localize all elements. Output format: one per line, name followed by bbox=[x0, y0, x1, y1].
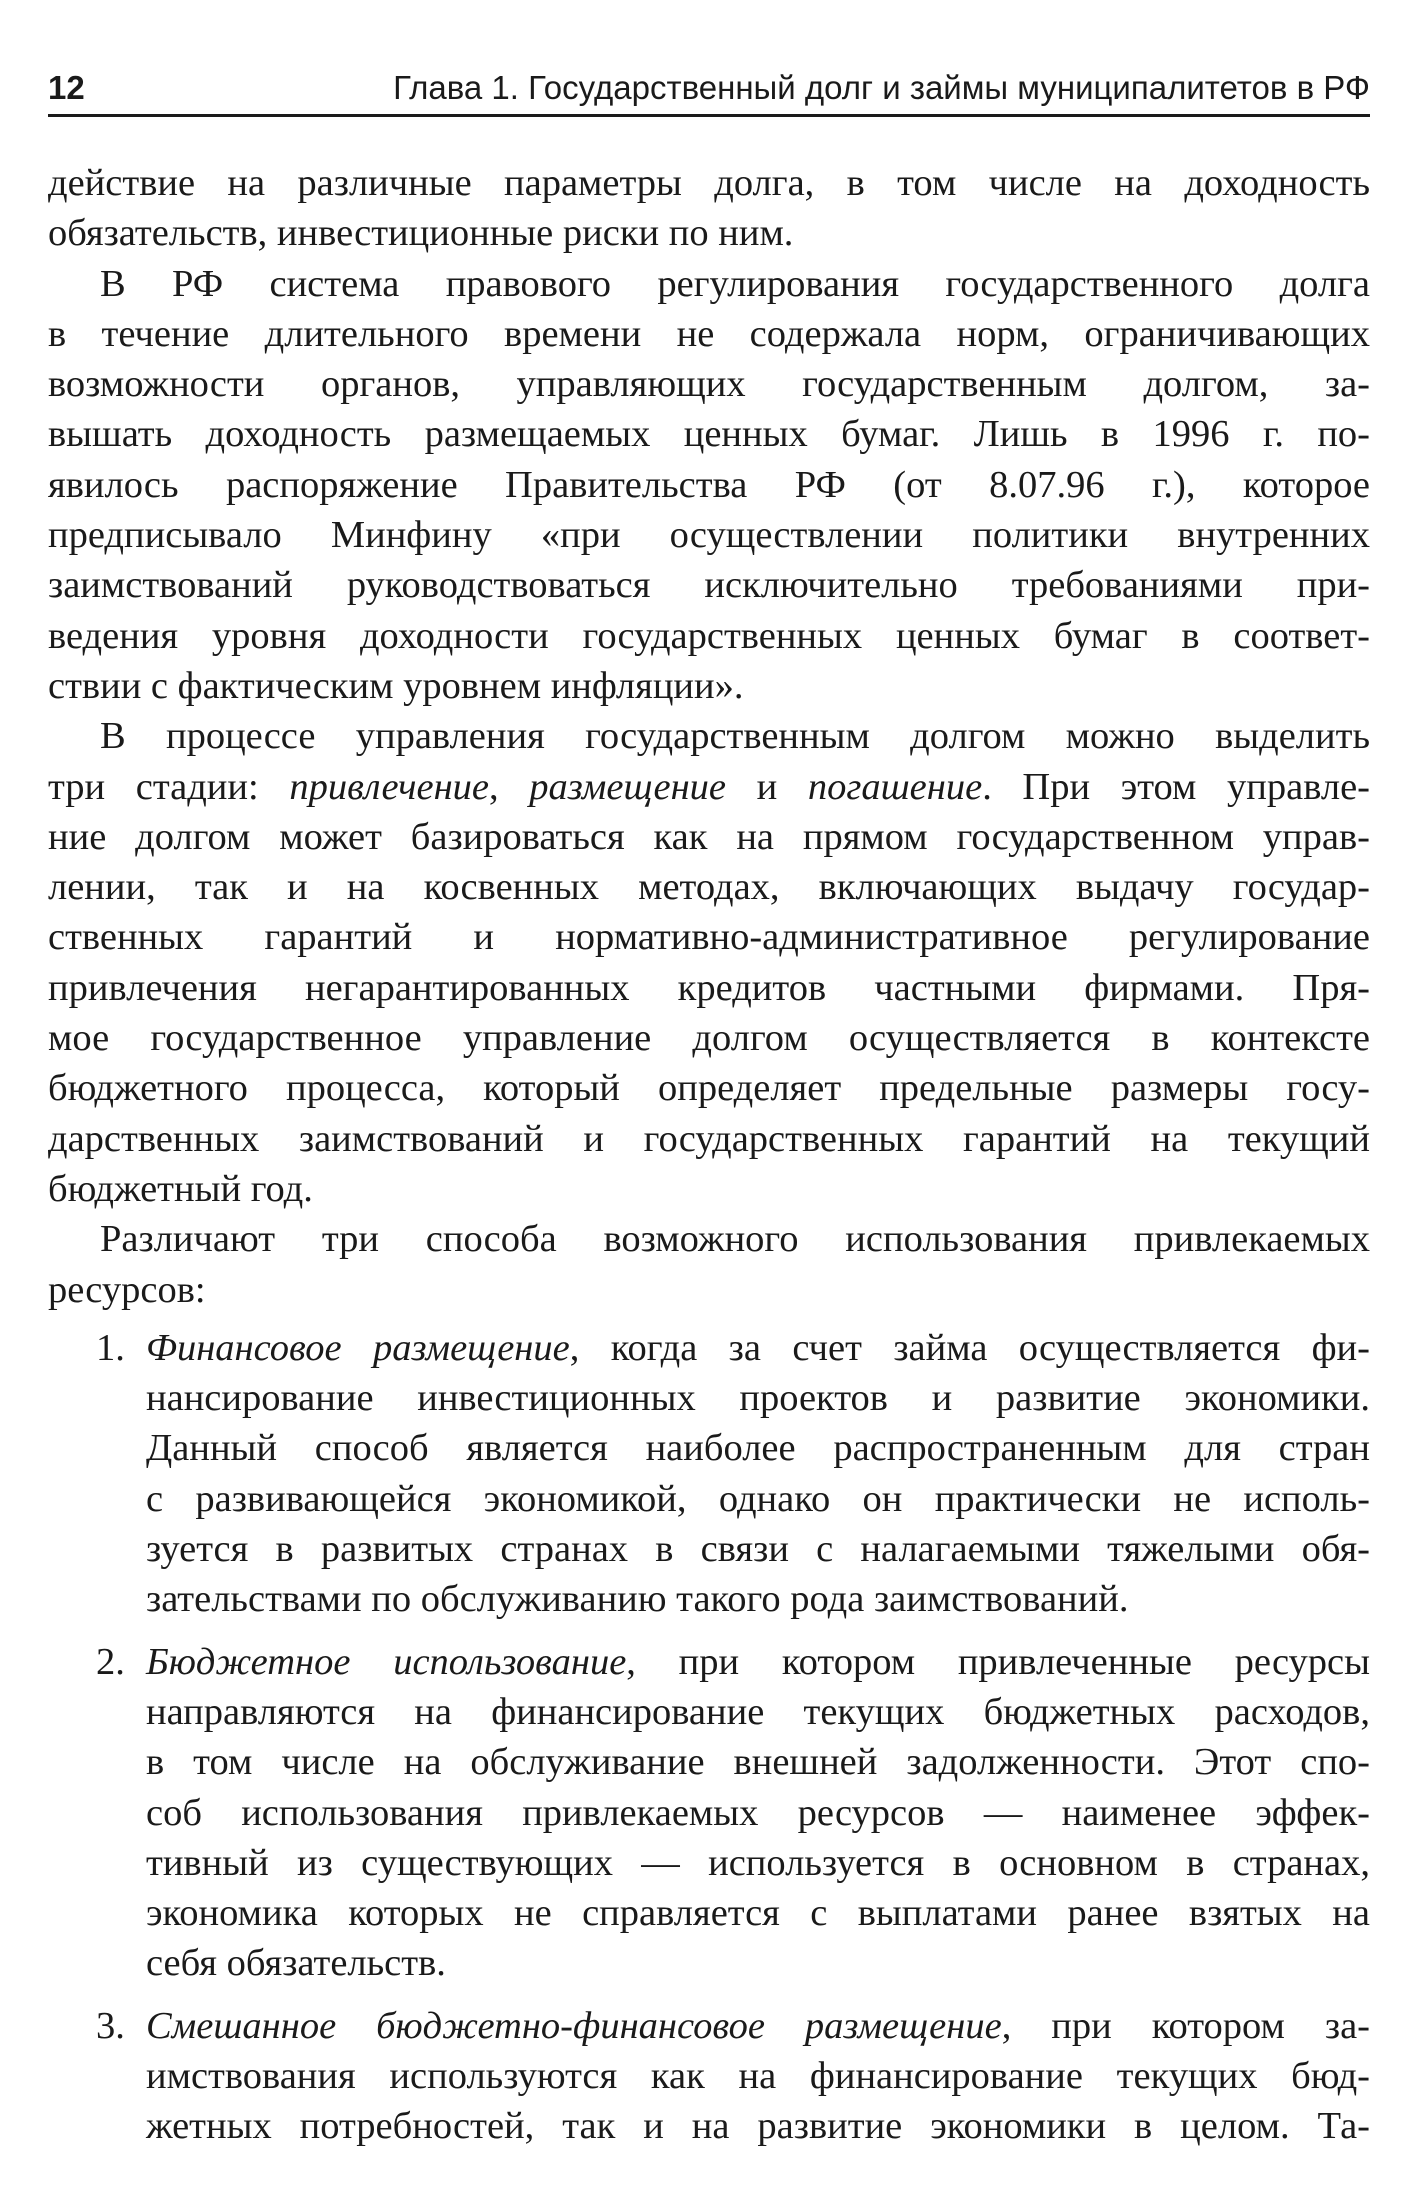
text-line: зательствами по обслуживанию такого рода заимствований. bbox=[146, 1578, 1129, 1621]
term-attraction: привлечение bbox=[289, 765, 490, 808]
text-line: мое государственное управление долгом осуществляется в контексте bbox=[48, 1017, 1370, 1060]
text-line: тивный из существующих — используется в основном в странах, bbox=[146, 1841, 1370, 1884]
text-line: Бюджетное использование, при котором привлеченные ресурсы bbox=[146, 1640, 1370, 1683]
list-term: Финансовое размещение bbox=[146, 1326, 570, 1369]
paragraph-1 bbox=[48, 158, 1370, 259]
text-line: Различают три способа возможного использования привлекаемых bbox=[100, 1218, 1370, 1261]
text-line: действие на различные параметры долга, в том числе на доходность bbox=[48, 162, 1370, 204]
list-item bbox=[48, 1323, 1370, 1625]
text-line: бюджетный год. bbox=[48, 1167, 313, 1210]
text-line: обязательств, инвестиционные риски по ним. bbox=[48, 212, 794, 255]
text-line: Финансовое размещение, когда за счет займа осуществляется фи- bbox=[146, 1326, 1370, 1369]
running-title: Глава 1. Государственный долг и займы муниципалитетов в РФ bbox=[393, 69, 1370, 106]
text-line: в том числе на обслуживание внешней задолженности. Этот спо- bbox=[146, 1741, 1370, 1784]
text-line: жетных потребностей, так и на развитие экономики в целом. Та- bbox=[146, 2105, 1370, 2148]
text-line: себя обязательств. bbox=[146, 1942, 446, 1985]
text-line: направляются на финансирование текущих бюджетных расходов, bbox=[146, 1690, 1370, 1733]
text-line: предписывало Минфину «при осуществлении политики внутренних bbox=[48, 514, 1370, 557]
text-line: возможности органов, управляющих государственным долгом, за- bbox=[48, 363, 1370, 406]
text-line: В процессе управления государственным долгом можно выделить bbox=[100, 715, 1370, 758]
text-line: зуется в развитых странах в связи с налагаемыми тяжелыми обя- bbox=[146, 1528, 1370, 1571]
list-number: 3. bbox=[96, 2004, 125, 2047]
list-term: Смешанное бюджетно-финансовое размещение bbox=[146, 2004, 1002, 2047]
text-line: три стадии: привлечение, размещение и погашение. При этом управле- bbox=[48, 765, 1370, 808]
list-item bbox=[48, 2001, 1370, 2152]
text-line: ственных гарантий и нормативно-административное регулирование bbox=[48, 916, 1370, 959]
text-line: явилось распоряжение Правительства РФ (от 8.07.96 г.), которое bbox=[48, 463, 1370, 506]
text-line: В РФ система правового регулирования государственного долга bbox=[100, 262, 1370, 305]
text-line: ведения уровня доходности государственных ценных бумаг в соответ- bbox=[48, 614, 1370, 657]
text-line: дарственных заимствований и государственных гарантий на текущий bbox=[48, 1117, 1370, 1160]
text-line: бюджетного процесса, который определяет предельные размеры госу- bbox=[48, 1067, 1370, 1110]
list-number: 1. bbox=[96, 1326, 125, 1369]
text-line: соб использования привлекаемых ресурсов — наименее эффек- bbox=[146, 1791, 1370, 1834]
list-item bbox=[48, 1637, 1370, 1989]
text-line: в течение длительного времени не содержала норм, ограничивающих bbox=[48, 312, 1370, 355]
text-line: ресурсов: bbox=[48, 1268, 206, 1311]
running-header bbox=[48, 64, 1370, 117]
page-body bbox=[48, 158, 1370, 2152]
term-repayment: погашение bbox=[807, 765, 983, 808]
text-line: лении, так и на косвенных методах, включающих выдачу государ- bbox=[48, 866, 1370, 909]
text-line: нансирование инвестиционных проектов и развитие экономики. bbox=[146, 1377, 1370, 1420]
text-line: ствии с фактическим уровнем инфляции». bbox=[48, 664, 744, 707]
paragraph-2 bbox=[48, 259, 1370, 712]
list-term: Бюджетное использование bbox=[146, 1640, 627, 1683]
text-line: заимствований руководствоваться исключительно требованиями при- bbox=[48, 564, 1370, 607]
paragraph-3 bbox=[48, 711, 1370, 1214]
term-placement: размещение bbox=[529, 765, 727, 808]
text-line: вышать доходность размещаемых ценных бумаг. Лишь в 1996 г. по- bbox=[48, 413, 1370, 456]
text-line: имствования используются как на финансирование текущих бюд- bbox=[146, 2054, 1370, 2097]
page-number: 12 bbox=[48, 69, 85, 106]
text-line: Данный способ является наиболее распространенным для стран bbox=[146, 1427, 1370, 1470]
text-line: привлечения негарантированных кредитов частными фирмами. Пря- bbox=[48, 966, 1370, 1009]
text-line: ние долгом может базироваться как на прямом государственном управ- bbox=[48, 815, 1370, 858]
paragraph-4 bbox=[48, 1214, 1370, 1315]
text-line: Смешанное бюджетно-финансовое размещение, при котором за- bbox=[146, 2004, 1370, 2047]
list-number: 2. bbox=[96, 1640, 125, 1683]
text-line: экономика которых не справляется с выплатами ранее взятых на bbox=[146, 1892, 1370, 1935]
text-line: с развивающейся экономикой, однако он практически не исполь- bbox=[146, 1477, 1370, 1520]
